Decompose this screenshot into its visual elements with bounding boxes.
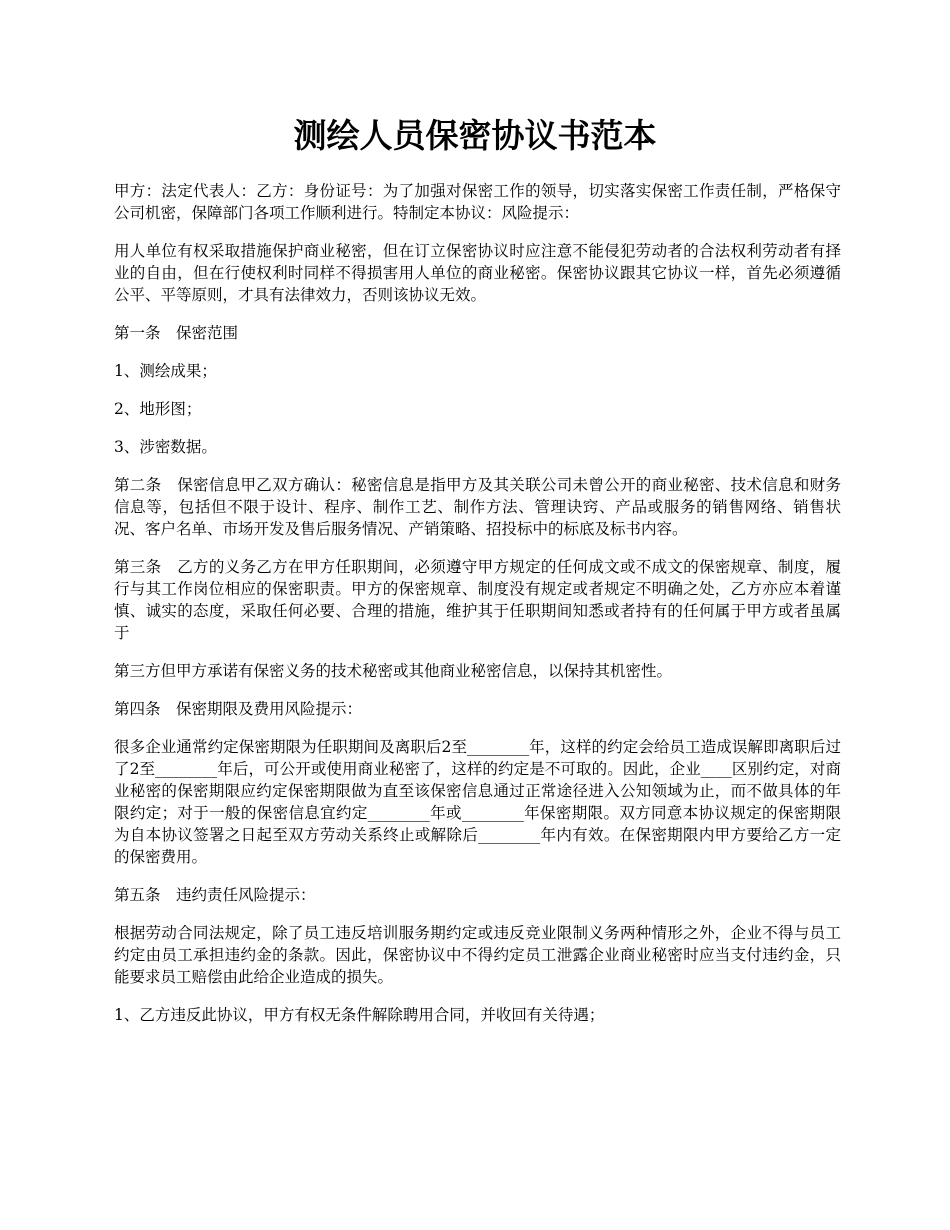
list-item: 1、测绘成果； bbox=[114, 362, 217, 380]
list-item: 3、涉密数据。 bbox=[114, 438, 217, 456]
article-3-paragraph: 第三条 乙方的义务乙方在甲方任职期间，必须遵守甲方规定的任何成文或不成文的保密规章、制度，履行与其工作岗位相应的保密职责。甲方的保密规章、制度没有规定或者规定不明确之处，乙方亦应本着谨慎、诚实的态度，采取任何必要、合理的措施，维护其于任职期间知悉或者持有的任何属于甲方或者虽属于 bbox=[114, 558, 841, 642]
article-1-heading: 第一条 保密范围 bbox=[114, 324, 239, 342]
paragraph-risk-notice: 用人单位有权采取措施保护商业秘密，但在订立保密协议时应注意不能侵犯劳动者的合法权利劳动者有择业的自由，但在行使权利时同样不得损害用人单位的商业秘密。保密协议跟其它协议一样，首先必须遵循公平、平等原则，才具有法律效力，否则该协议无效。 bbox=[114, 242, 841, 304]
article-4-heading: 第四条 保密期限及费用风险提示： bbox=[114, 700, 363, 718]
article-4-paragraph: 很多企业通常约定保密期限为任职期间及离职后2至________年，这样的约定会给员工造成误解即离职后过了2至________年后，可公开或使用商业秘密了，这样的约定是不可取的。因此，企业____区别约定，对商业秘密的保密期限应约定保密期限做为直至该保密信息通过正常途径进入公知领域为止，而不做具体的年限约定；对于一般的保密信息宜约定________年或________年保密期限。双方同意本协议规定的保密期限为自本协议签署之日起至双方劳动关系终止或解除后________年内有效。在保密期限内甲方要给乙方一定的保密费用。 bbox=[114, 738, 841, 866]
paragraph-preamble: 甲方：法定代表人：乙方：身份证号：为了加强对保密工作的领导，切实落实保密工作责任制，严格保守公司机密，保障部门各项工作顺利进行。特制定本协议：风险提示： bbox=[114, 182, 841, 222]
article-3-continuation: 第三方但甲方承诺有保密义务的技术秘密或其他商业秘密信息，以保持其机密性。 bbox=[114, 662, 673, 680]
document-body bbox=[114, 180, 841, 1042]
list-item: 2、地形图； bbox=[114, 400, 202, 418]
article-5-heading: 第五条 违约责任风险提示： bbox=[114, 886, 316, 904]
article-5-paragraph: 根据劳动合同法规定，除了员工违反培训服务期约定或违反竞业限制义务两种情形之外，企业不得与员工约定由员工承担违约金的条款。因此，保密协议中不得约定员工泄露企业商业秘密时应当支付违约金，只能要求员工赔偿由此给企业造成的损失。 bbox=[114, 924, 841, 986]
article-2-paragraph: 第二条 保密信息甲乙双方确认：秘密信息是指甲方及其关联公司未曾公开的商业秘密、技术信息和财务信息等，包括但不限于设计、程序、制作工艺、制作方法、管理诀窍、产品或服务的销售网络、销售状况、客户名单、市场开发及售后服务情况、产销策略、招投标中的标底及标书内容。 bbox=[114, 476, 841, 538]
document-title: 测绘人员保密协议书范本 bbox=[293, 116, 657, 155]
list-item: 1、乙方违反此协议，甲方有权无条件解除聘用合同，并收回有关待遇； bbox=[114, 1006, 605, 1024]
